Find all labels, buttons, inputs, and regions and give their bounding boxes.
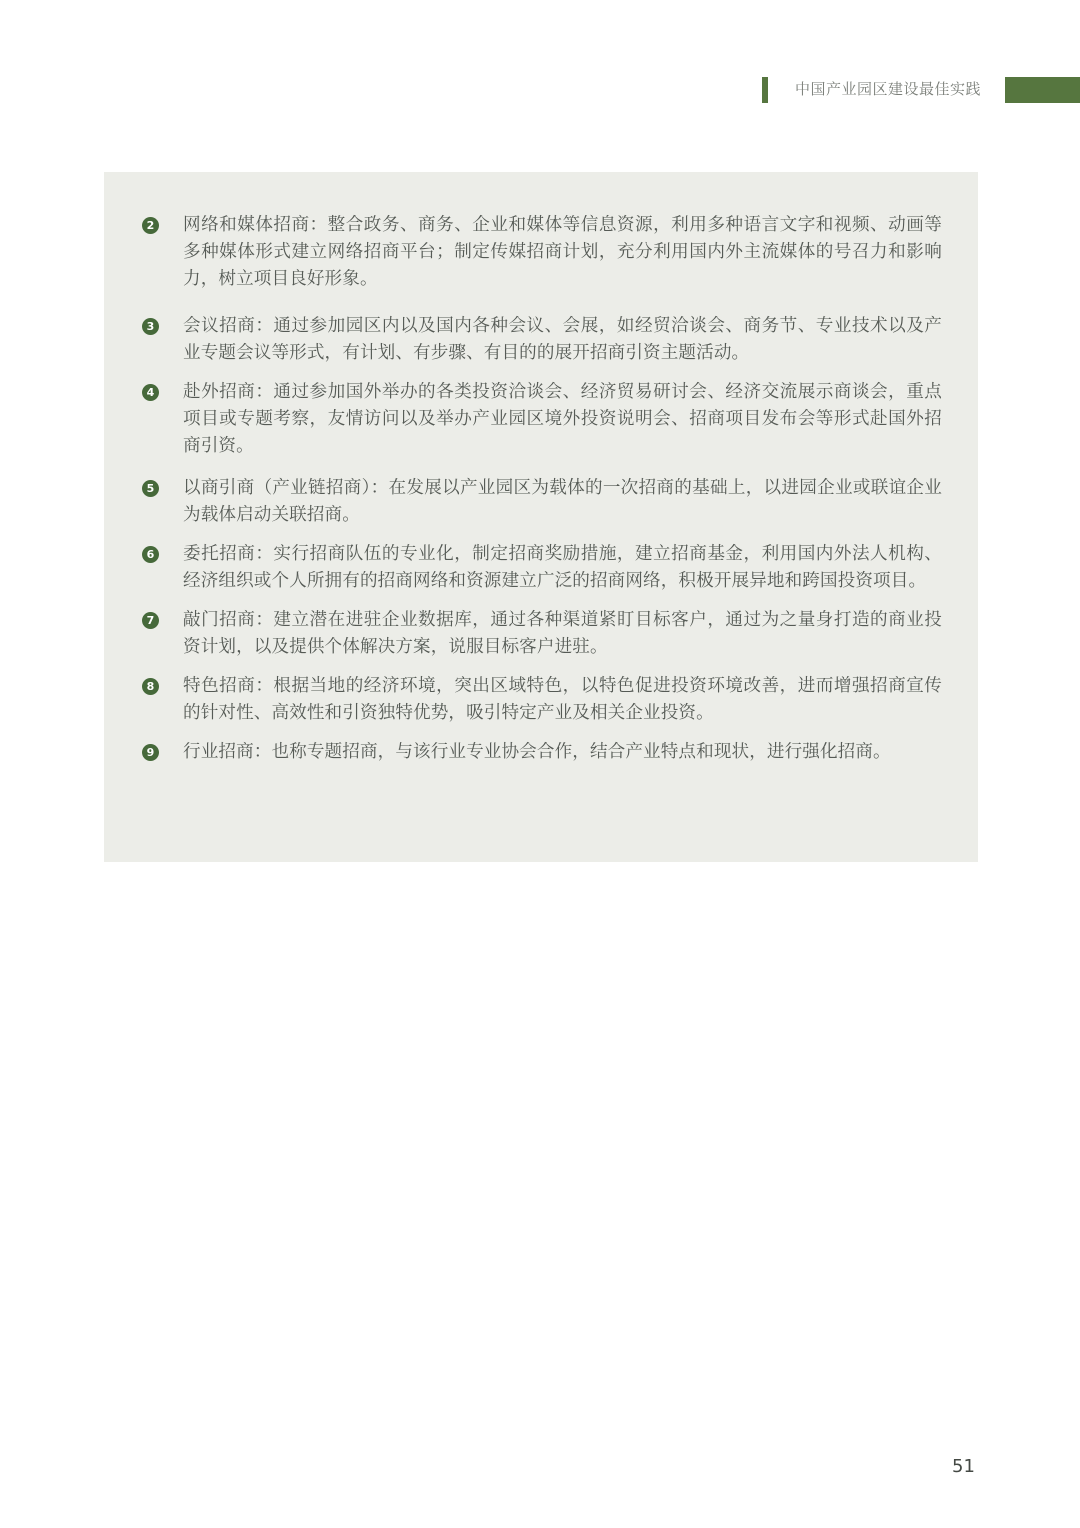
- list-item: [142, 739, 942, 766]
- list-item: [142, 475, 942, 529]
- list-item: [142, 541, 942, 595]
- number-bullet-icon: 8: [142, 678, 159, 695]
- header-accent-bar: [762, 77, 768, 103]
- list-item-text: 委托招商：实行招商队伍的专业化，制定招商奖励措施，建立招商基金，利用国内外法人机构、经济组织或个人所拥有的招商网络和资源建立广泛的招商网络，积极开展异地和跨国投资项目。: [183, 544, 942, 591]
- number-bullet-icon: 2: [142, 217, 159, 234]
- list-item-text: 特色招商：根据当地的经济环境，突出区域特色，以特色促进投资环境改善，进而增强招商宣传的针对性、高效性和引资独特优势，吸引特定产业及相关企业投资。: [183, 676, 942, 723]
- list-item-text: 行业招商：也称专题招商，与该行业专业协会合作，结合产业特点和现状，进行强化招商。: [183, 742, 891, 762]
- number-bullet-icon: 7: [142, 612, 159, 629]
- list-item-text: 敲门招商：建立潜在进驻企业数据库，通过各种渠道紧盯目标客户，通过为之量身打造的商业投资计划，以及提供个体解决方案，说服目标客户进驻。: [183, 610, 942, 657]
- list-item: [142, 673, 942, 727]
- list-item-text: 赴外招商：通过参加国外举办的各类投资洽谈会、经济贸易研讨会、经济交流展示商谈会，重点项目或专题考察，友情访问以及举办产业园区境外投资说明会、招商项目发布会等形式赴国外招商引资。: [183, 382, 942, 456]
- running-header-title: 中国产业园区建设最佳实践: [795, 80, 982, 98]
- number-bullet-icon: 5: [142, 480, 159, 497]
- header-accent-block: [1005, 77, 1080, 103]
- list-item: [142, 212, 942, 293]
- number-bullet-icon: 3: [142, 318, 159, 335]
- list-item-text: 网络和媒体招商：整合政务、商务、企业和媒体等信息资源，利用多种语言文字和视频、动画等多种媒体形式建立网络招商平台；制定传媒招商计划，充分利用国内外主流媒体的号召力和影响力，树立项目良好形象。: [183, 215, 942, 289]
- number-bullet-icon: 4: [142, 384, 159, 401]
- number-bullet-icon: 9: [142, 744, 159, 761]
- number-bullet-icon: 6: [142, 546, 159, 563]
- list-item-text: 以商引商（产业链招商）：在发展以产业园区为载体的一次招商的基础上，以进园企业或联谊企业为载体启动关联招商。: [183, 478, 942, 525]
- list-item: [142, 313, 942, 367]
- list-item-text: 会议招商：通过参加园区内以及国内各种会议、会展，如经贸洽谈会、商务节、专业技术以及产业专题会议等形式，有计划、有步骤、有目的的展开招商引资主题活动。: [183, 316, 942, 363]
- list-item: [142, 379, 942, 460]
- list-item: [142, 607, 942, 661]
- investment-methods-list: [142, 212, 942, 766]
- page-number: 51: [952, 1456, 975, 1477]
